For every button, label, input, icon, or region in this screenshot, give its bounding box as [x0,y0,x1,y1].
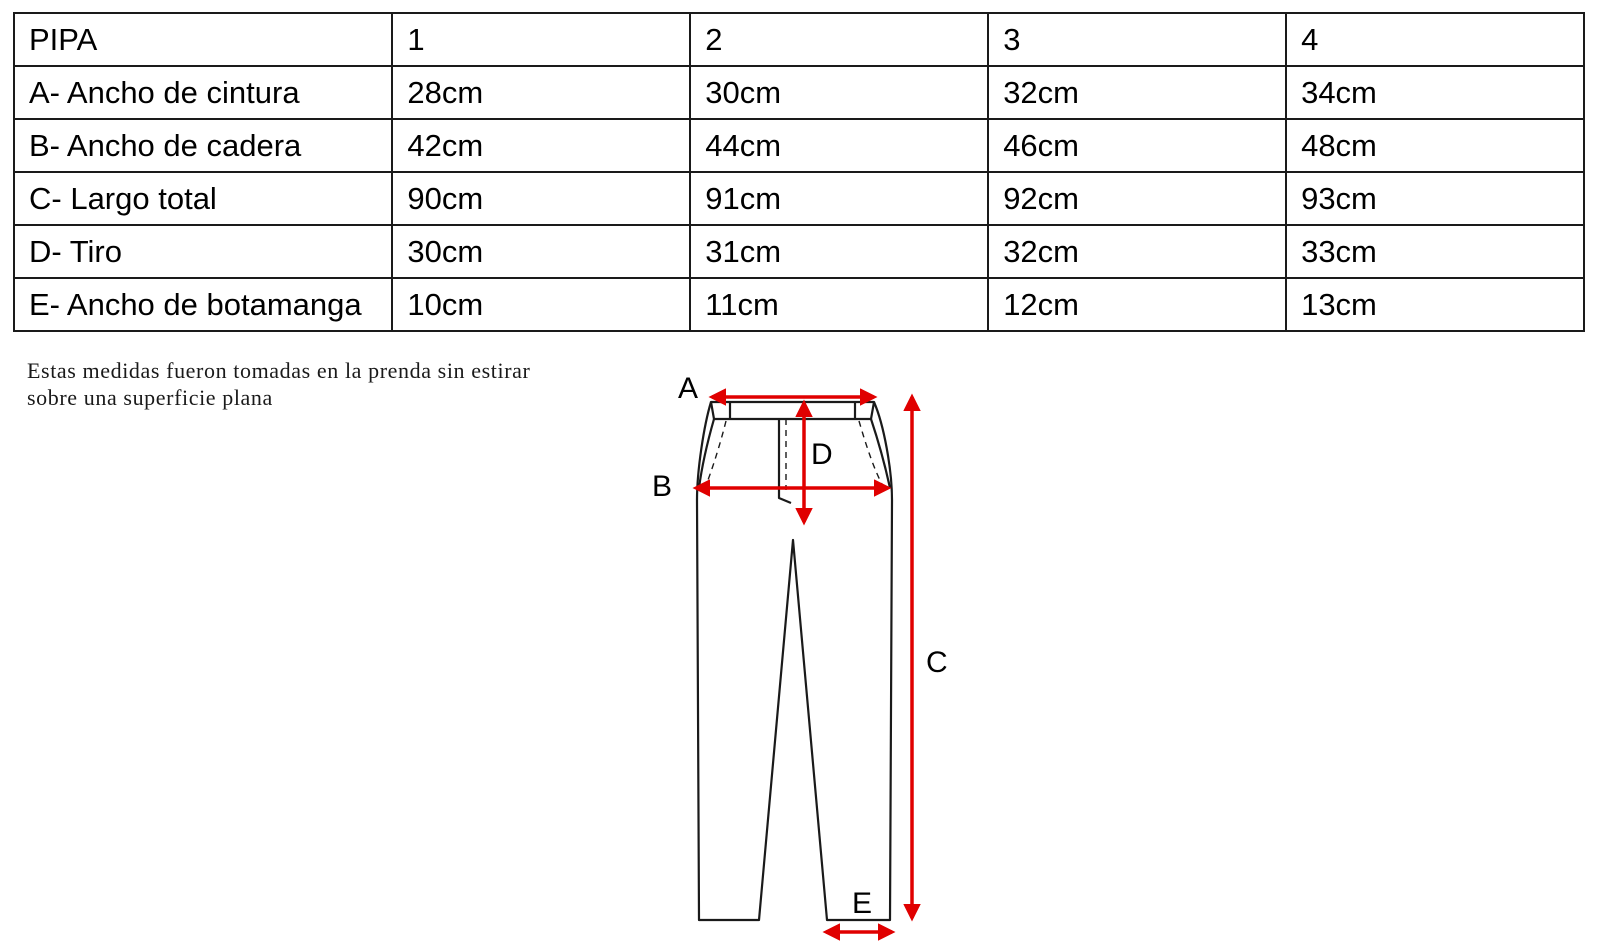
table-cell: 11cm [690,278,988,331]
table-cell: 48cm [1286,119,1584,172]
table-cell: 30cm [392,225,690,278]
table-cell: 93cm [1286,172,1584,225]
row-label-rise: D- Tiro [14,225,392,278]
table-cell: 12cm [988,278,1286,331]
row-label-hip: B- Ancho de cadera [14,119,392,172]
header-cell-size-2: 2 [690,13,988,66]
label-a: A [678,372,699,405]
table-cell: 90cm [392,172,690,225]
table-cell: 13cm [1286,278,1584,331]
table-cell: 33cm [1286,225,1584,278]
table-cell: 30cm [690,66,988,119]
header-cell-model: PIPA [14,13,392,66]
row-label-length: C- Largo total [14,172,392,225]
label-b: B [652,470,673,503]
table-cell: 32cm [988,225,1286,278]
note-line-2: sobre una superficie plana [27,385,273,410]
label-d: D [811,438,833,471]
header-cell-size-4: 4 [1286,13,1584,66]
table-cell: 10cm [392,278,690,331]
table-cell: 46cm [988,119,1286,172]
pants-outline [697,402,892,920]
table-cell: 31cm [690,225,988,278]
label-c: C [926,646,948,679]
table-cell: 92cm [988,172,1286,225]
table-cell: 91cm [690,172,988,225]
header-cell-size-1: 1 [392,13,690,66]
table-cell: 28cm [392,66,690,119]
row-label-waist: A- Ancho de cintura [14,66,392,119]
header-cell-size-3: 3 [988,13,1286,66]
table-cell: 34cm [1286,66,1584,119]
note-line-1: Estas medidas fueron tomadas en la prenda sin estirar [27,358,531,383]
table-cell: 32cm [988,66,1286,119]
label-e: E [852,887,873,920]
table-cell: 42cm [392,119,690,172]
row-label-hem: E- Ancho de botamanga [14,278,392,331]
table-cell: 44cm [690,119,988,172]
